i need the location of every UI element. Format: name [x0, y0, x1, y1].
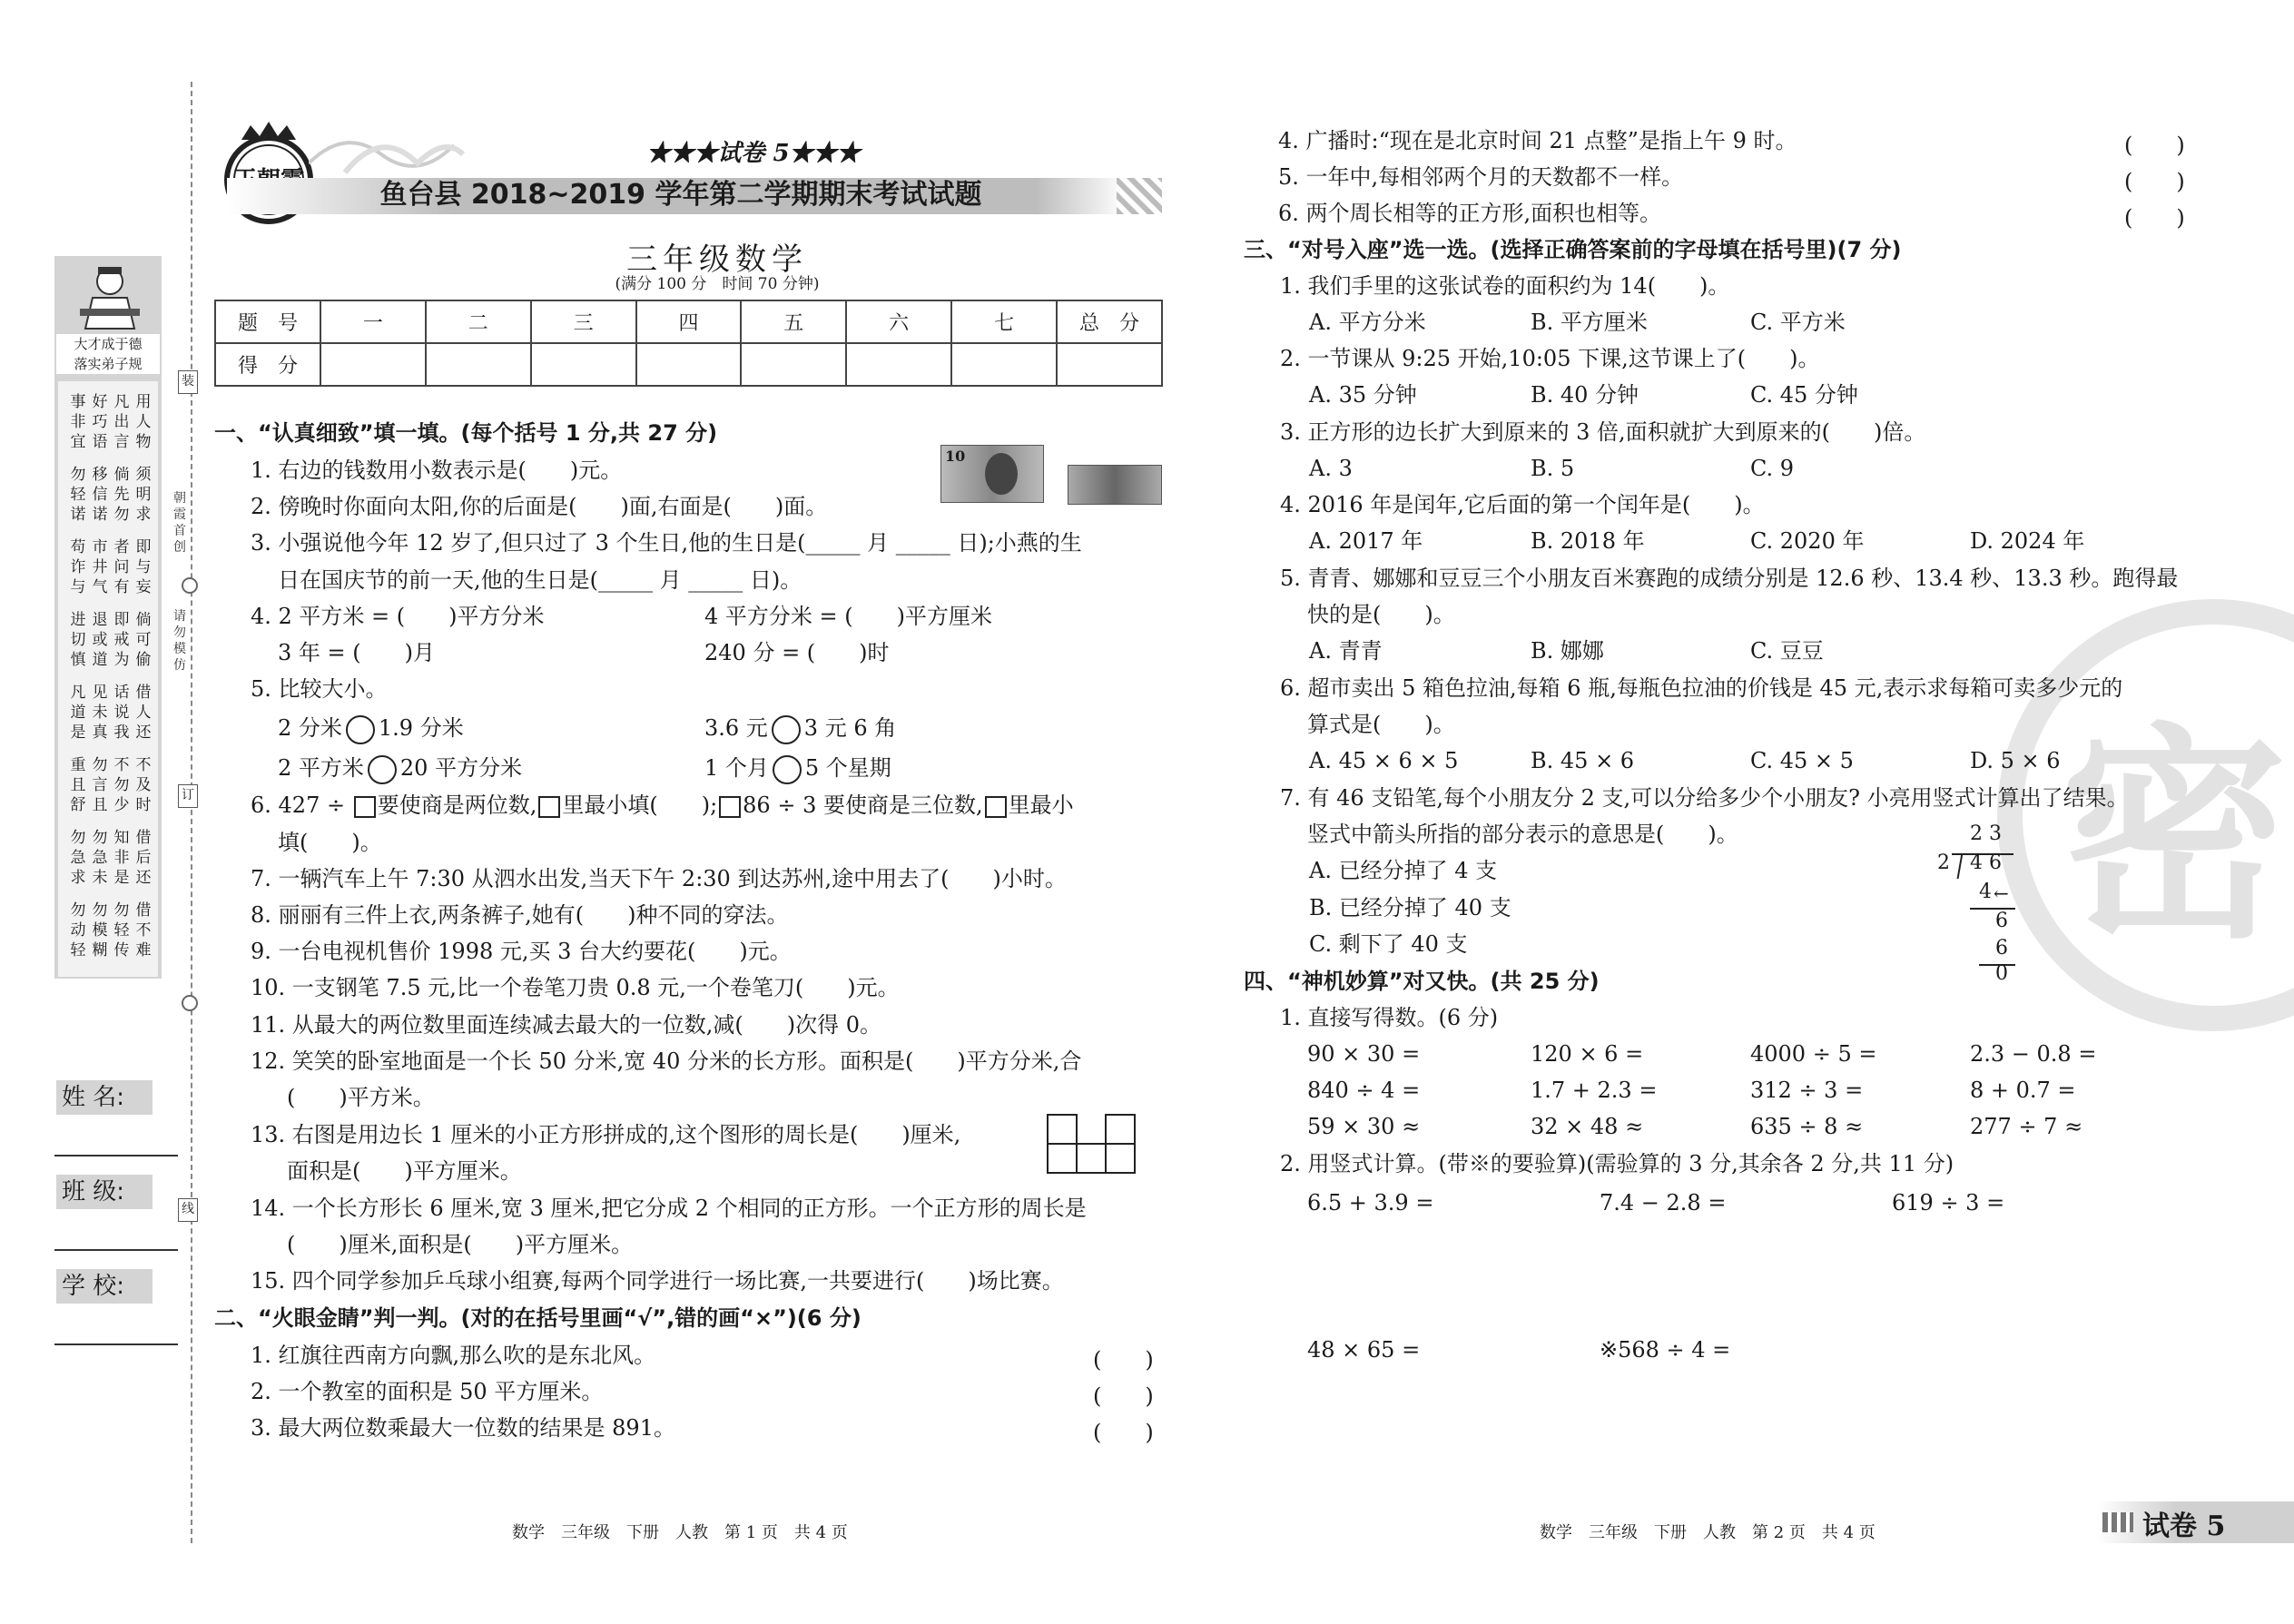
binding-line [191, 82, 192, 1543]
compare-right: 20 平方分米 [399, 755, 523, 781]
question-1-14a[interactable]: 14. 一个长方形长 6 厘米,宽 3 厘米,把它分成 2 个相同的正方形。一个正方形的周长是 [251, 1196, 1087, 1221]
option[interactable]: A. 35 分钟 [1309, 382, 1417, 408]
seal-mark-2: 订 [178, 784, 198, 808]
option[interactable]: B. 40 分钟 [1531, 382, 1639, 408]
exam-title: 鱼台县 2018~2019 学年第二学期期末考试试题 [379, 179, 982, 211]
option[interactable]: B. 已经分掉了 40 支 [1309, 895, 1511, 920]
choice-6a[interactable]: 6. 超市卖出 5 箱色拉油,每箱 6 瓶,每瓶色拉油的价钱是 45 元,表示求每箱可卖多少元的 [1280, 675, 2123, 701]
motto-column: 借不难 [135, 901, 152, 960]
class-label: 班 级: [56, 1175, 153, 1209]
banknote-10-image [940, 445, 1044, 503]
motto-column: 进切慎 [70, 611, 86, 669]
part-1-title: 1. 直接写得数。(6 分) [1280, 1005, 1499, 1030]
option[interactable]: C. 剩下了 40 支 [1309, 931, 1468, 957]
question-1-6a[interactable] [251, 792, 1074, 819]
motto-column: 勿急求 [70, 829, 86, 887]
score-input-cell[interactable] [531, 343, 636, 386]
seal-mark-1: 装 [178, 370, 198, 394]
class-field[interactable] [54, 1249, 178, 1251]
oral-calc-item[interactable]: 8 + 0.7 = [1970, 1078, 2076, 1103]
question-1-11[interactable]: 11. 从最大的两位数里面连续减去最大的一位数,减( )次得 0。 [251, 1012, 882, 1038]
choice-5a[interactable]: 5. 青青、娜娜和豆豆三个小朋友百米赛跑的成绩分别是 12.6 秒、13.4 秒、13.3 秒。跑得最 [1280, 566, 2179, 591]
vertical-calc[interactable]: 619 ÷ 3 = [1892, 1190, 2005, 1216]
option[interactable]: B. 娜娜 [1531, 638, 1604, 664]
page-1-footer: 数学 三年级 下册 人教 第 1 页 共 4 页 [512, 1523, 848, 1542]
judge-6: 6. 两个周长相等的正方形,面积也相等。 [1278, 201, 1662, 226]
option[interactable]: C. 平方米 [1750, 310, 1846, 335]
judge-4: 4. 广播时:“现在是北京时间 21 点整”是指上午 9 时。 [1278, 128, 1797, 153]
question-1-14b[interactable]: ( )厘米,面积是( )平方厘米。 [287, 1232, 634, 1257]
motto-column: 即与妄 [135, 538, 152, 596]
motto-column: 重且舒 [70, 756, 86, 814]
oral-calc-item[interactable]: 635 ÷ 8 ≈ [1750, 1114, 1864, 1139]
section-3-title: 三、“对号入座”选一选。(选择正确答案前的字母填在括号里)(7 分) [1244, 237, 1902, 262]
compare-circle-icon[interactable] [346, 715, 375, 744]
option[interactable]: A. 已经分掉了 4 支 [1309, 858, 1498, 883]
score-input-cell[interactable] [741, 343, 846, 386]
score-cell: 六 [846, 300, 951, 343]
motto-column: 勿急未 [92, 829, 108, 887]
question-1-4b[interactable]: 4 平方分米 = ( )平方厘米 [704, 604, 992, 629]
score-input-cell[interactable] [426, 343, 531, 386]
oral-calc-item[interactable]: 90 × 30 = [1307, 1041, 1421, 1067]
question-1-6b[interactable]: 填( )。 [278, 830, 382, 855]
answer-paren[interactable]: ( ) [1093, 1420, 1154, 1445]
choice-4[interactable]: 4. 2016 年是闰年,它后面的第一个闰年是( )。 [1280, 492, 1765, 517]
division-remainder: 0 [1995, 962, 2008, 985]
vertical-calc[interactable]: ※568 ÷ 4 = [1600, 1337, 1731, 1363]
vertical-calc[interactable]: 6.5 + 3.9 = [1307, 1190, 1434, 1216]
motto-column: 凡出言 [113, 393, 130, 451]
motto-column: 话说我 [113, 684, 130, 742]
question-1-8[interactable]: 8. 丽丽有三件上衣,两条裤子,她有( )种不同的穿法。 [251, 902, 789, 928]
motto-column: 不及时 [135, 756, 152, 814]
section-1-title: 一、“认真细致”填一填。(每个括号 1 分,共 27 分) [214, 420, 718, 446]
question-1-15[interactable]: 15. 四个同学参加乒乓球小组赛,每两个同学进行一场比赛,一共要进行( )场比赛。 [251, 1268, 1064, 1294]
corner-pattern-icon [2102, 1512, 2133, 1532]
arrow-left-icon: ← [1994, 882, 2009, 904]
motto-column: 市井气 [92, 538, 108, 596]
banknote-small-image [1068, 465, 1162, 505]
motto-column: 勿言且 [92, 756, 108, 814]
long-division-figure [1934, 822, 2043, 986]
compare-left: 3.6 元 [704, 715, 768, 741]
compare-circle-icon[interactable] [772, 715, 801, 744]
paper-number-tag: ★★★试卷 5★★★ [646, 140, 861, 167]
compare-left: 2 分米 [278, 715, 342, 741]
option[interactable]: C. 9 [1750, 456, 1795, 481]
oral-calc-item[interactable]: 4000 ÷ 5 = [1750, 1041, 1877, 1067]
choice-7b[interactable]: 竖式中箭头所指的部分表示的意思是( )。 [1307, 822, 1738, 847]
part-2-title: 2. 用竖式计算。(带※的要验算)(需验算的 3 分,其余各 2 分,共 11 分) [1280, 1151, 1954, 1176]
division-step-1: 4 [1979, 881, 1992, 903]
compare-row-1a[interactable] [278, 714, 464, 744]
option[interactable]: A. 平方分米 [1309, 310, 1426, 335]
division-quotient: 2 3 [1970, 822, 2002, 845]
name-label: 姓 名: [56, 1080, 153, 1115]
question-1-3b[interactable]: 日在国庆节的前一天,他的生日是(_____ 月 _____ 日)。 [278, 567, 802, 593]
oral-calc-item[interactable]: 59 × 30 ≈ [1307, 1114, 1421, 1139]
score-table-header-row [215, 300, 1162, 343]
option[interactable]: A. 2017 年 [1309, 528, 1423, 554]
motto-column: 勿轻诺 [70, 466, 86, 524]
motto-column: 知非是 [113, 829, 130, 887]
score-cell: 七 [951, 300, 1057, 343]
choice-3[interactable]: 3. 正方形的边长扩大到原来的 3 倍,面积就扩大到原来的( )倍。 [1280, 419, 1926, 445]
ribbon-bow-icon [327, 118, 472, 182]
blank-box-icon[interactable] [985, 796, 1007, 818]
score-cell: 得 分 [215, 343, 320, 386]
score-input-cell[interactable] [320, 343, 426, 386]
motto-column: 事非宜 [70, 393, 86, 451]
option[interactable]: A. 3 [1309, 456, 1353, 481]
choice-5b[interactable]: 快的是( )。 [1307, 602, 1455, 627]
q6-part: 里最小填( ); [562, 792, 718, 818]
oral-calc-item[interactable]: 120 × 6 = [1531, 1041, 1644, 1067]
name-field[interactable] [54, 1155, 178, 1156]
motto-column: 勿模糊 [92, 901, 108, 960]
motto-column: 须明求 [135, 466, 152, 524]
question-1-13b[interactable]: 面积是( )平方厘米。 [287, 1158, 522, 1184]
section-4-title: 四、“神机妙算”对又快。(共 25 分) [1244, 969, 1600, 994]
blank-box-icon[interactable] [719, 796, 741, 818]
compare-row-2a[interactable] [278, 754, 522, 784]
motto-column: 者问有 [113, 538, 130, 596]
vertical-note-1: 朝霞首创 [173, 491, 186, 555]
answer-paren[interactable]: ( ) [2124, 169, 2185, 194]
score-cell: 三 [531, 300, 636, 343]
compare-right: 5 个星期 [804, 755, 891, 781]
answer-paren[interactable]: ( ) [2124, 133, 2185, 158]
option[interactable]: C. 2020 年 [1750, 528, 1865, 554]
judge-3: 3. 最大两位数乘最大一位数的结果是 891。 [251, 1415, 675, 1441]
binding-hole-icon [182, 577, 198, 594]
motto-column: 勿轻传 [113, 901, 130, 960]
question-1-9[interactable]: 9. 一台电视机售价 1998 元,买 3 台大约要花( )元。 [251, 939, 792, 964]
score-input-cell[interactable] [951, 343, 1057, 386]
motto-header [56, 334, 160, 374]
score-table [214, 300, 1163, 387]
question-1-12a[interactable]: 12. 笑笑的卧室地面是一个长 50 分米,宽 40 分米的长方形。面积是( )平方分米,合 [251, 1048, 1082, 1074]
oral-calc-item[interactable]: 312 ÷ 3 = [1750, 1078, 1864, 1103]
score-time-info: (满分 100 分 时间 70 分钟) [615, 275, 820, 293]
score-input-cell[interactable] [636, 343, 742, 386]
division-divisor: 2 [1937, 851, 1950, 874]
choice-6b[interactable]: 算式是( )。 [1307, 712, 1455, 737]
school-field[interactable] [54, 1343, 178, 1345]
question-1-5: 5. 比较大小。 [251, 676, 388, 702]
option[interactable]: C. 豆豆 [1750, 638, 1824, 664]
score-cell: 题 号 [215, 300, 320, 343]
blank-box-icon[interactable] [354, 796, 376, 818]
question-1-3a[interactable]: 3. 小强说他今年 12 岁了,但只过了 3 个生日,他的生日是(_____ 月 _____ 日);小燕的生 [251, 530, 1082, 556]
motto-column: 不勿少 [113, 756, 130, 814]
choice-7a[interactable]: 7. 有 46 支铅笔,每个小朋友分 2 支,可以分给多少个小朋友? 小亮用竖式计算出了结果。 [1280, 785, 2129, 811]
page-2-footer: 数学 三年级 下册 人教 第 2 页 共 4 页 [1540, 1523, 1876, 1542]
compare-row-2b[interactable] [704, 754, 891, 784]
score-cell: 一 [320, 300, 426, 343]
q6-part: 6. 427 ÷ [251, 792, 352, 818]
score-cell: 二 [426, 300, 531, 343]
option[interactable]: D. 5 × 6 [1970, 748, 2061, 773]
motto-head-line2: 落实弟子规 [74, 356, 143, 372]
question-1-2[interactable]: 2. 傍晚时你面向太阳,你的后面是( )面,右面是( )面。 [251, 494, 828, 519]
division-step-2: 6 [1995, 910, 2008, 932]
vertical-calc[interactable]: 7.4 − 2.8 = [1600, 1190, 1727, 1216]
motto-column: 倘先勿 [113, 466, 130, 524]
motto-column: 苟诈与 [70, 538, 86, 596]
division-dividend: 4 6 [1970, 851, 2002, 874]
oral-calc-item[interactable]: 1.7 + 2.3 = [1531, 1078, 1658, 1103]
oral-calc-item[interactable]: 32 × 48 ≈ [1531, 1114, 1644, 1139]
judge-2: 2. 一个教室的面积是 50 平方厘米。 [251, 1379, 604, 1404]
division-bracket [1957, 853, 1964, 879]
motto-column: 倘可偷 [135, 611, 152, 669]
judge-1: 1. 红旗往西南方向飘,那么吹的是东北风。 [251, 1343, 656, 1368]
question-1-4c[interactable]: 3 年 = ( )月 [278, 640, 435, 665]
banknote-value: 10 [945, 448, 966, 465]
option[interactable]: A. 45 × 6 × 5 [1309, 748, 1459, 773]
compare-left: 1 个月 [704, 755, 769, 781]
answer-paren[interactable]: ( ) [2124, 205, 2185, 231]
score-cell: 四 [636, 300, 742, 343]
motto-column: 即戒为 [113, 611, 130, 669]
motto-column: 勿动轻 [70, 901, 86, 960]
vertical-note-2: 请勿模仿 [173, 609, 186, 673]
compare-circle-icon[interactable] [368, 755, 397, 784]
binding-hole-icon [182, 995, 198, 1011]
blank-box-icon[interactable] [538, 796, 560, 818]
motto-column: 好巧语 [92, 393, 108, 451]
question-1-4d[interactable]: 240 分 = ( )时 [704, 640, 890, 665]
option[interactable]: B. 5 [1531, 456, 1575, 481]
school-label: 学 校: [56, 1269, 153, 1304]
watermark-char: 密 [2061, 704, 2288, 969]
option[interactable]: D. 2024 年 [1970, 528, 2085, 554]
option[interactable]: B. 2018 年 [1531, 528, 1645, 554]
score-cell: 五 [741, 300, 846, 343]
scholar-figure-icon [73, 261, 147, 332]
section-2-title: 二、“火眼金睛”判一判。(对的在括号里画“√”,错的画“×”)(6 分) [214, 1305, 861, 1331]
answer-paren[interactable]: ( ) [1093, 1383, 1154, 1409]
motto-column: 凡道是 [70, 684, 86, 742]
option[interactable]: B. 45 × 6 [1531, 748, 1635, 773]
compare-right: 1.9 分米 [378, 715, 464, 741]
option[interactable]: C. 45 分钟 [1750, 382, 1858, 408]
portrait-icon [985, 453, 1018, 495]
question-1-1[interactable]: 1. 右边的钱数用小数表示是( )元。 [251, 458, 623, 483]
motto-column: 退或道 [92, 611, 108, 669]
judge-5: 5. 一年中,每相邻两个月的天数都不一样。 [1278, 164, 1684, 190]
score-table-score-row [215, 343, 1162, 386]
question-1-12b[interactable]: ( )平方米。 [287, 1085, 435, 1110]
score-input-cell[interactable] [846, 343, 951, 386]
question-1-4a[interactable]: 4. 2 平方米 = ( )平方分米 [251, 604, 545, 629]
q6-part: 里最小 [1008, 792, 1074, 818]
choice-1[interactable]: 1. 我们手里的这张试卷的面积约为 14( )。 [1280, 273, 1730, 299]
division-line [1970, 908, 2015, 910]
motto-column: 移信诺 [92, 466, 108, 524]
compare-right: 3 元 6 角 [803, 715, 897, 741]
q6-part: 要使商是两位数, [377, 792, 537, 818]
compare-left: 2 平方米 [278, 755, 364, 781]
score-cell: 总 分 [1057, 300, 1162, 343]
option[interactable]: A. 青青 [1309, 638, 1383, 664]
motto-column: 用人物 [135, 393, 152, 451]
oral-calc-item[interactable]: 277 ÷ 7 ≈ [1970, 1114, 2083, 1139]
compare-circle-icon[interactable] [773, 755, 802, 784]
option[interactable]: C. 45 × 5 [1750, 748, 1854, 773]
square-grid-figure [1046, 1113, 1138, 1178]
answer-paren[interactable]: ( ) [1093, 1347, 1154, 1373]
motto-column: 借后还 [135, 829, 152, 887]
option[interactable]: B. 平方厘米 [1531, 310, 1648, 335]
compare-row-1b[interactable] [704, 714, 896, 744]
corner-paper-tag: 试卷 5 [2142, 1511, 2226, 1542]
motto-head-line1: 大才成于德 [74, 336, 143, 352]
oral-calc-item[interactable]: 2.3 − 0.8 = [1970, 1041, 2097, 1067]
oral-calc-item[interactable]: 840 ÷ 4 = [1307, 1078, 1421, 1103]
subject-title: 三年级数学 [626, 241, 808, 278]
score-input-cell[interactable] [1057, 343, 1162, 386]
question-1-10[interactable]: 10. 一支钢笔 7.5 元,比一个卷笔刀贵 0.8 元,一个卷笔刀( )元。 [251, 975, 900, 1000]
question-1-7[interactable]: 7. 一辆汽车上午 7:30 从泗水出发,当天下午 2:30 到达苏州,途中用去了( )小时。 [251, 866, 1067, 891]
question-1-13a[interactable]: 13. 右图是用边长 1 厘米的小正方形拼成的,这个图形的周长是( )厘米, [251, 1122, 961, 1147]
seal-mark-3: 线 [178, 1198, 198, 1222]
choice-2[interactable]: 2. 一节课从 9:25 开始,10:05 下课,这节课上了( )。 [1280, 346, 1820, 371]
vertical-calc[interactable]: 48 × 65 = [1307, 1337, 1421, 1363]
motto-column: 见未真 [92, 684, 108, 742]
motto-column: 借人还 [135, 684, 152, 742]
q6-part: 86 ÷ 3 要使商是三位数, [743, 792, 983, 818]
division-step-3: 6 [1995, 937, 2008, 960]
